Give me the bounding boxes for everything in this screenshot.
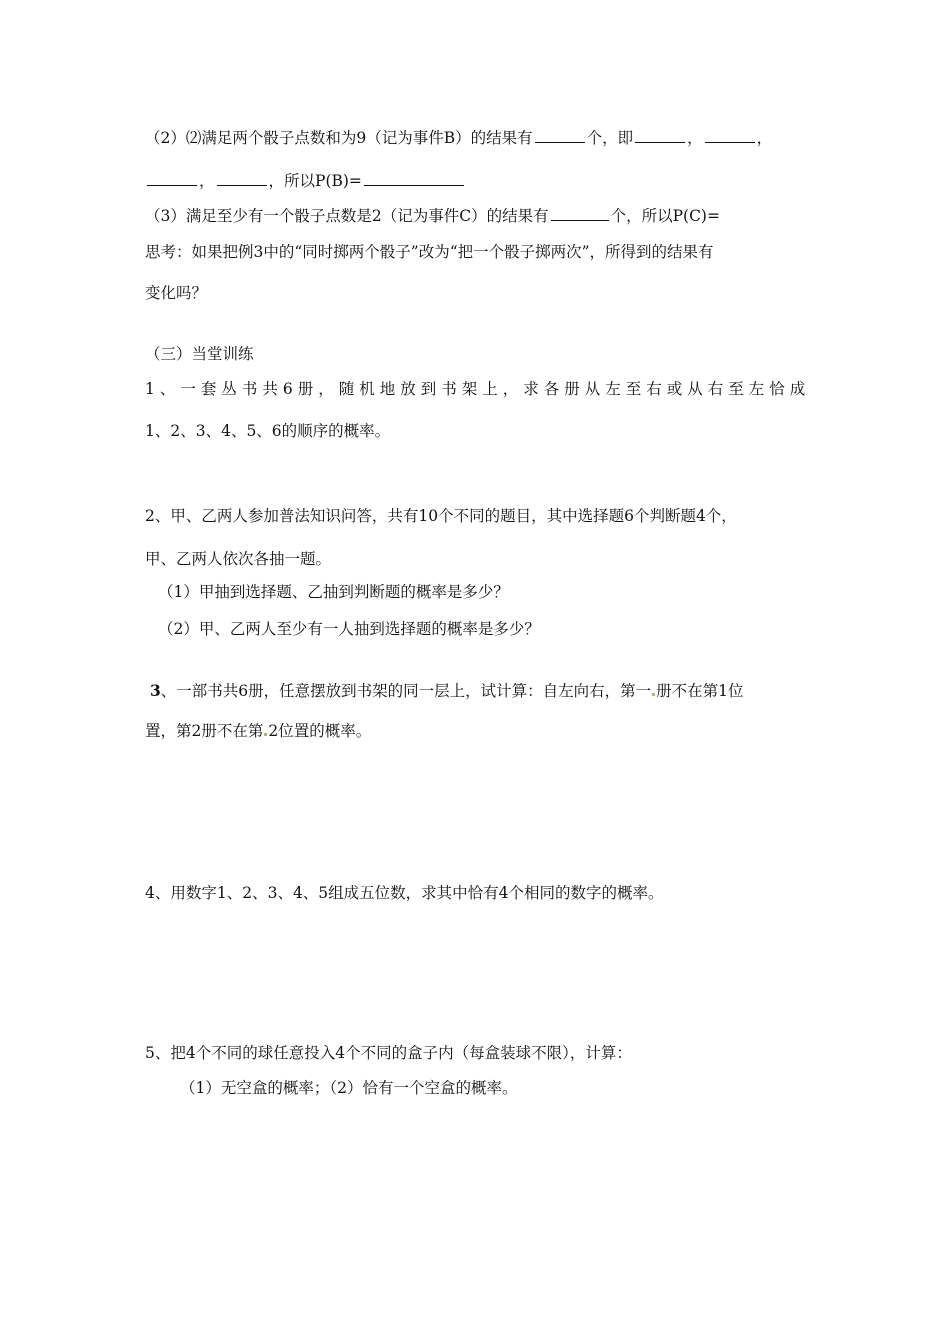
ex3-mark-2 (264, 733, 267, 736)
ex2-sub-2: （2）甲、乙两人至少有一人抽到选择题的概率是多少？ (158, 620, 540, 638)
ex3-line-2a: 置，第2册不在第 (145, 722, 264, 740)
section-title: （三）当堂训练 (145, 345, 254, 363)
ex4-line: 4、用数字1、2、3、4、5组成五位数，求其中恰有4个相同的数字的概率。 (145, 884, 664, 902)
q2-sep-2: ， (756, 129, 773, 147)
q2-line-2 (145, 169, 466, 192)
think-line-1: 思考：如果把例3中的“同时掷两个骰子”改为“把一个骰子掷两次”，所得到的结果有 (145, 243, 714, 261)
q2-prefix: （2）⑵满足两个骰子点数和为9（记为事件B）的结果有 (145, 129, 533, 147)
ex3-line-2b: 2位置的概率。 (268, 722, 372, 740)
q2-blank-prob[interactable] (364, 169, 464, 186)
q3-prefix: （3）满足至少有一个骰子点数是2（记为事件C）的结果有 (145, 207, 549, 225)
q3-blank-count[interactable] (551, 204, 609, 221)
q3-suffix: 个，所以P(C)= (610, 207, 720, 225)
ex2-line-2: 甲、乙两人依次各抽一题。 (145, 550, 332, 568)
ex1-line-2: 1、2、3、4、5、6的顺序的概率。 (145, 422, 391, 440)
ex3-line-1b: 册不在第1位 (656, 682, 744, 700)
ex2-sub-1: （1）甲抽到选择题、乙抽到判断题的概率是多少？ (158, 583, 509, 601)
ex1-line-1: 1、一套丛书共6册，随机地放到书架上，求各册从左至右或从右至左恰成 (145, 380, 811, 398)
ex5-line-1: 5、把4个不同的球任意投入4个不同的盒子内（每盒装球不限），计算： (145, 1044, 632, 1062)
q2-blank-count[interactable] (535, 126, 585, 143)
q2-mid: 个，即 (586, 129, 634, 147)
ex3-line-1a: 、一部书共6册，任意摆放到书架的同一层上，试计算：自左向右，第一 (160, 682, 652, 700)
q2-blank-1[interactable] (635, 126, 685, 143)
q2-line2-end: ，所以P(B)= (268, 172, 362, 190)
ex3-number: 3 (150, 681, 161, 700)
q2-blank-3[interactable] (147, 169, 197, 186)
ex3-line-2 (145, 720, 371, 742)
q2-sep-1: ， (687, 129, 703, 147)
q2-blank-2[interactable] (705, 126, 755, 143)
q2-sep-3: ， (199, 172, 215, 190)
ex5-line-2: （1）无空盒的概率；（2）恰有一个空盒的概率。 (180, 1079, 518, 1097)
q2-line-1 (145, 126, 772, 149)
ex3-line-1 (150, 680, 744, 702)
q3-line (145, 204, 720, 227)
think-line-2: 变化吗？ (145, 284, 208, 302)
ex3-mark-1 (652, 693, 655, 696)
q2-blank-4[interactable] (217, 169, 267, 186)
ex2-line-1: 2、甲、乙两人参加普法知识问答，共有10个不同的题目，其中选择题6个判断题4个， (145, 507, 737, 525)
